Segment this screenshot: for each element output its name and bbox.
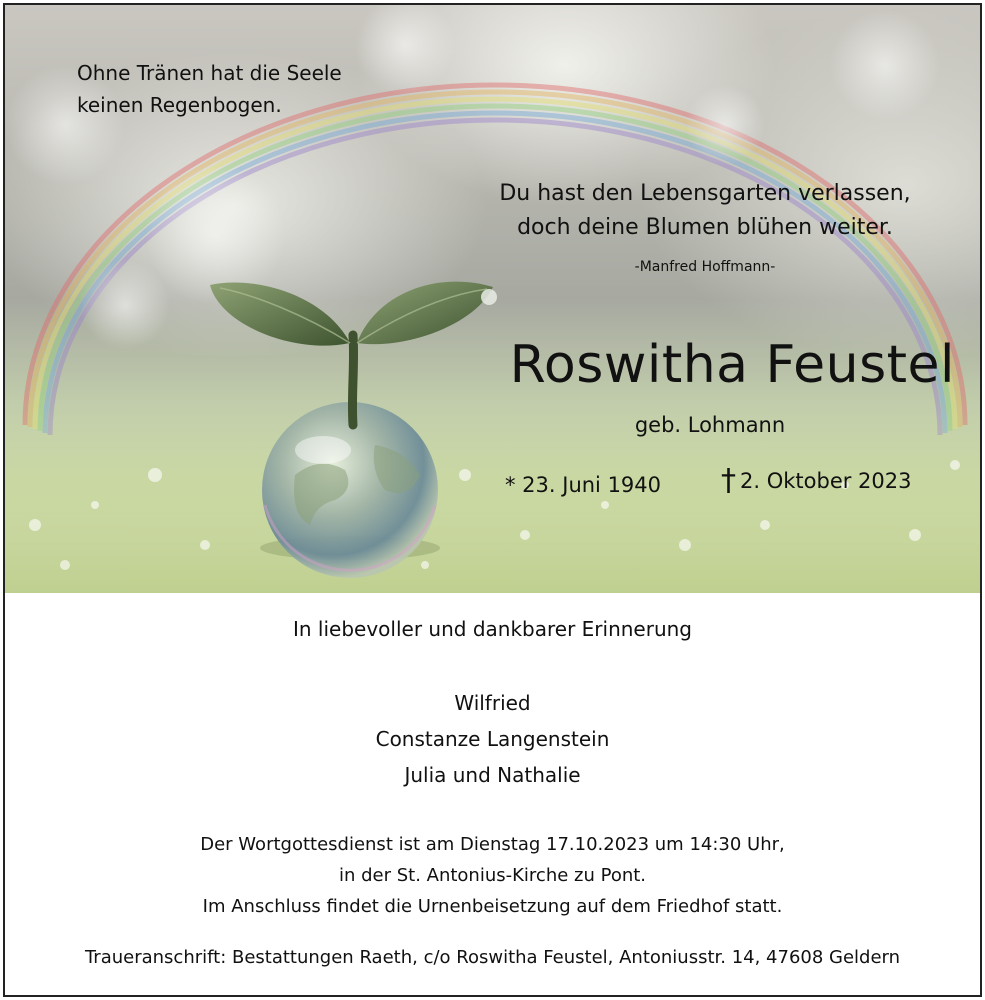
memory-line: In liebevoller und dankbarer Erinnerung xyxy=(293,617,692,641)
quote-main xyxy=(485,177,925,245)
death-date: 2. Oktober 2023 xyxy=(740,469,912,493)
quote-main-line: Du hast den Lebensgarten verlassen, xyxy=(499,181,911,206)
quote-main-line: doch deine Blumen blühen weiter. xyxy=(517,215,893,240)
death-date-line xyxy=(721,463,912,498)
quote-top-line: Ohne Tränen hat die Seele xyxy=(77,61,342,85)
service-line: Der Wortgottesdienst ist am Dienstag 17.10.2023 um 14:30 Uhr, xyxy=(200,834,785,855)
maiden-name: geb. Lohmann xyxy=(634,413,786,437)
service-line: Im Anschluss findet die Urnenbeisetzung auf dem Friedhof statt. xyxy=(202,896,783,917)
cross-icon: † xyxy=(721,463,736,498)
service-info xyxy=(5,829,980,922)
obituary-card xyxy=(3,3,982,997)
family-member: Constanze Langenstein xyxy=(375,727,610,751)
memorial-photo xyxy=(5,5,980,593)
quote-top xyxy=(77,57,342,121)
deceased-name: Roswitha Feustel xyxy=(509,335,955,395)
quote-author: -Manfred Hoffmann- xyxy=(634,259,776,275)
seedling-icon xyxy=(210,282,497,425)
service-line: in der St. Antonius-Kirche zu Pont. xyxy=(338,865,647,886)
mourning-address: Traueranschrift: Bestattungen Raeth, c/o Roswitha Feustel, Antoniusstr. 14, 47608 Geldern xyxy=(84,947,901,968)
quote-top-line: keinen Regenbogen. xyxy=(77,93,282,117)
family-member: Julia und Nathalie xyxy=(404,763,581,787)
family-list xyxy=(5,685,980,793)
birth-date: * 23. Juni 1940 xyxy=(505,473,662,497)
family-member: Wilfried xyxy=(454,691,531,715)
